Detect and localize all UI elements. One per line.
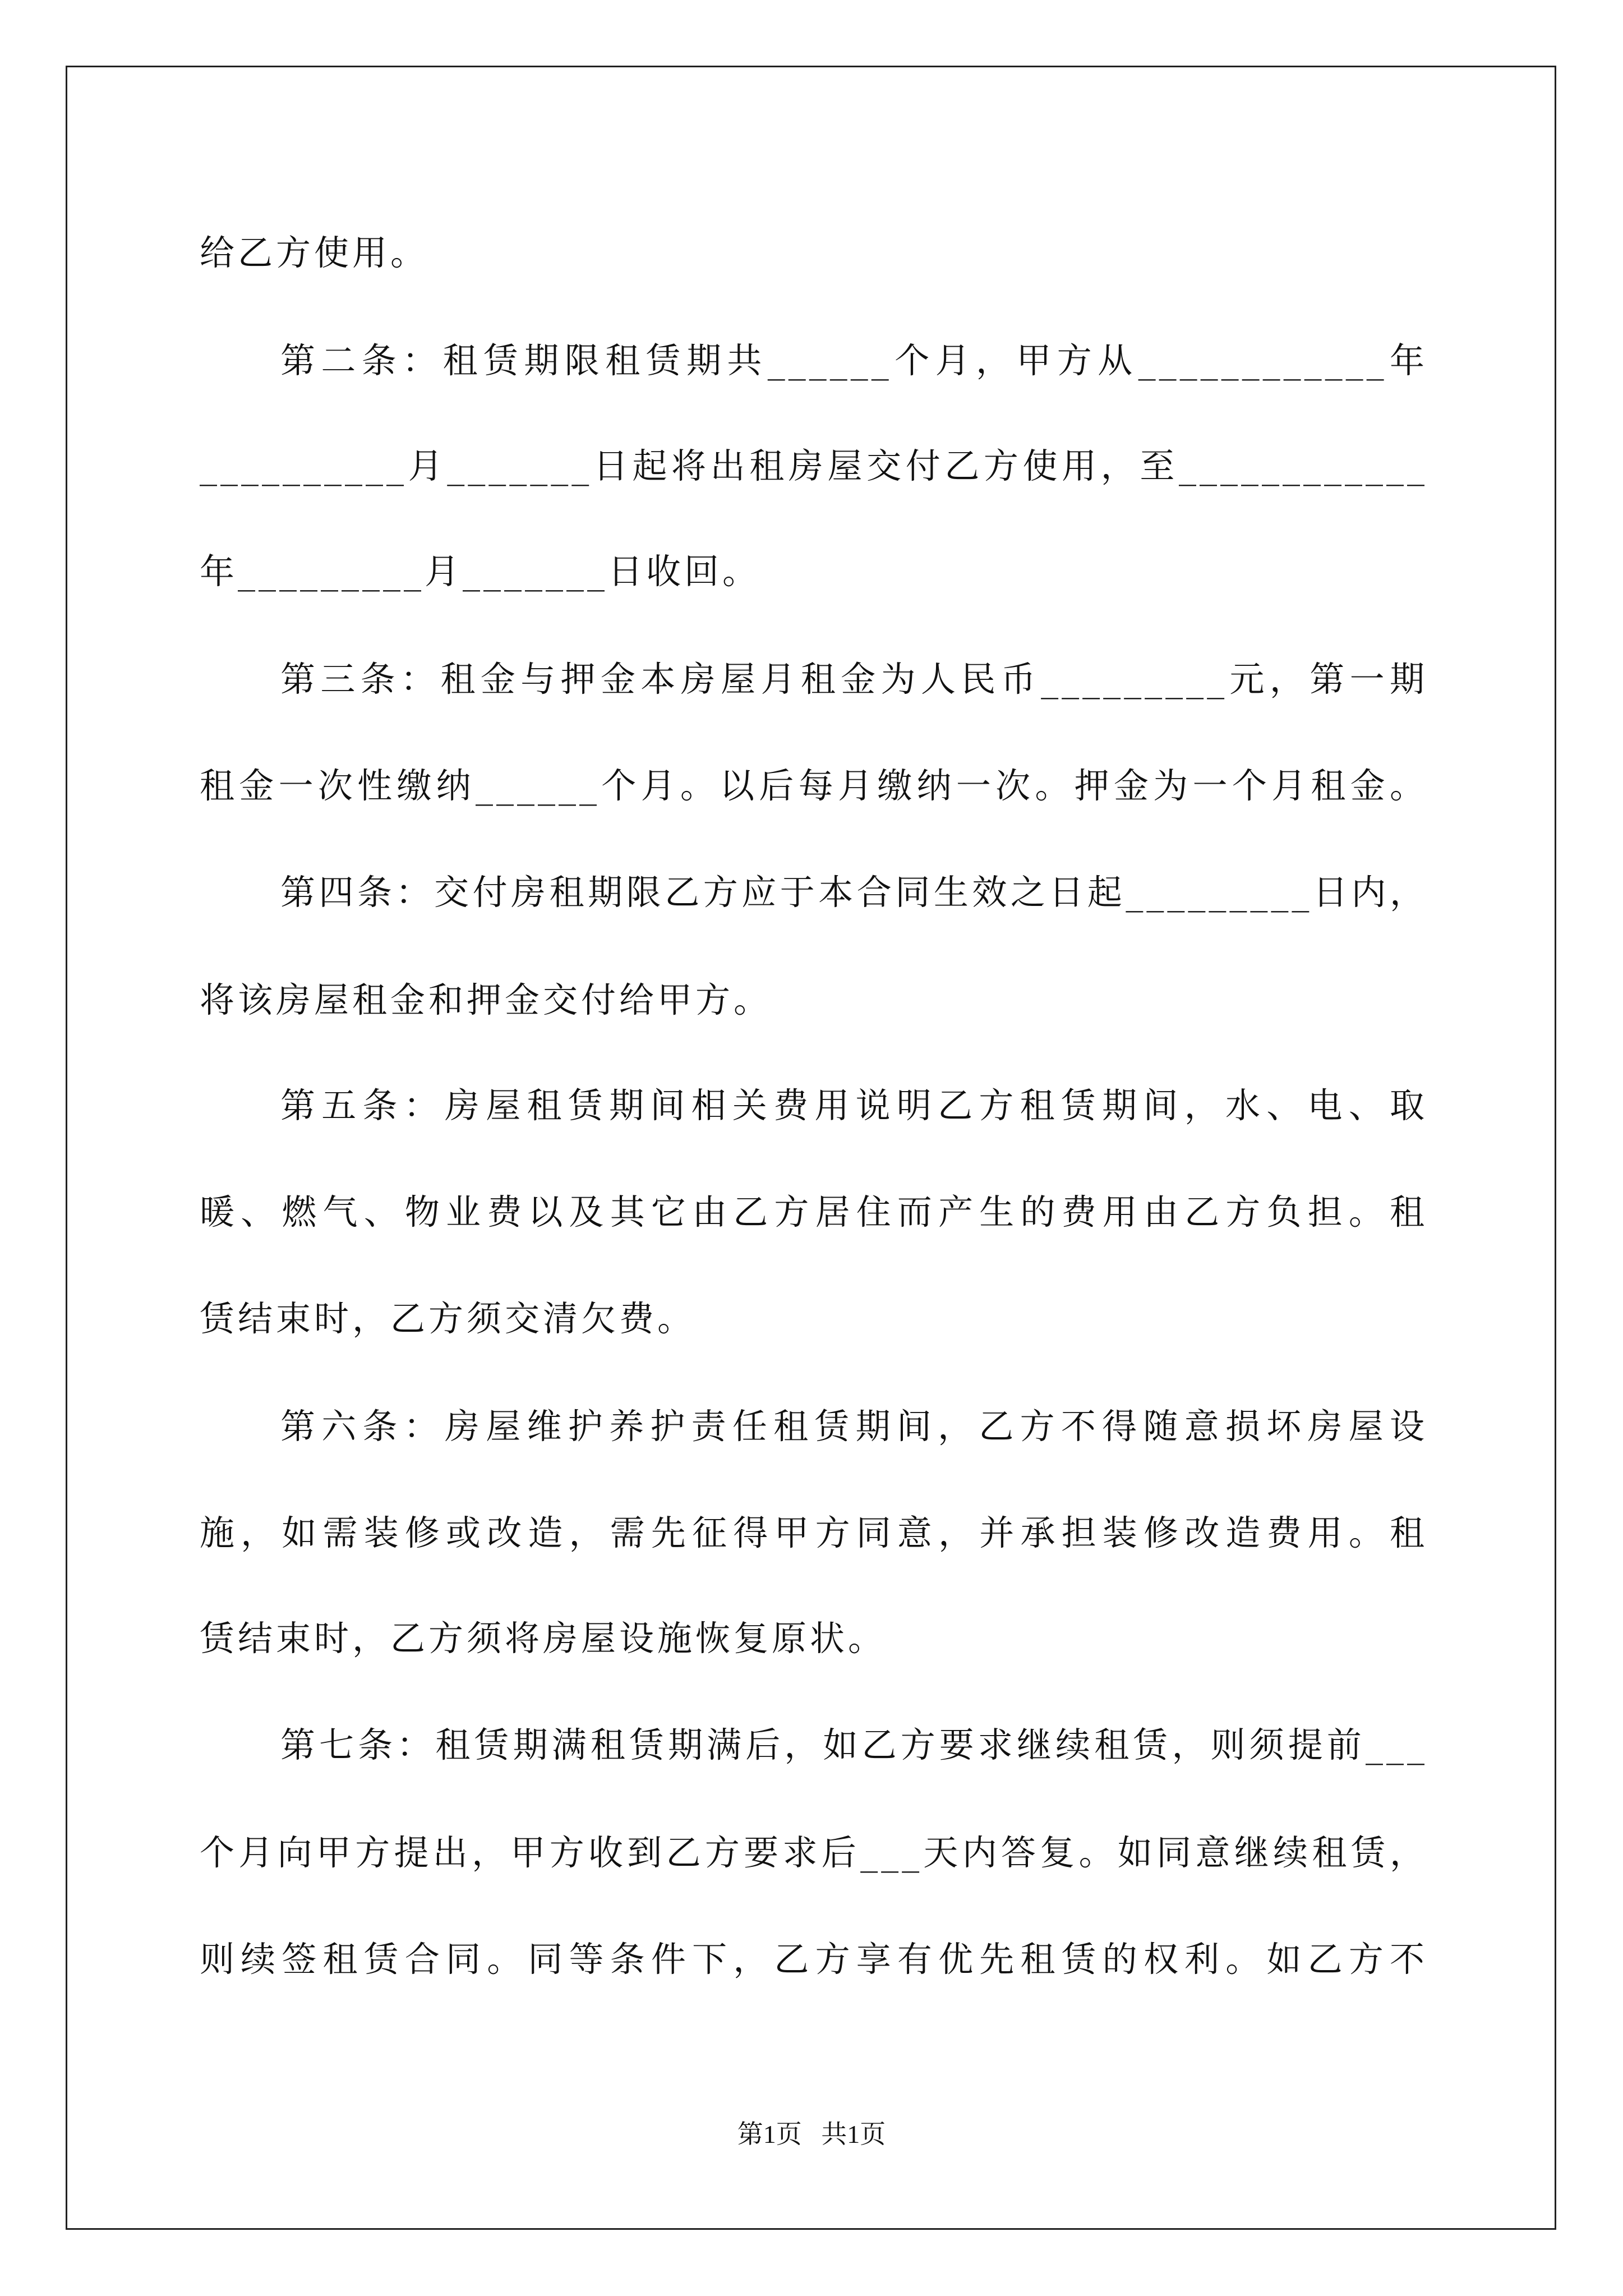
text-line-12: 第六条：房屋维护养护责任租赁期间，乙方不得随意损坏房屋设: [280, 1406, 1428, 1447]
page-border: [66, 66, 1556, 2230]
text-line-9: 第五条：房屋租赁期间相关费用说明乙方租赁期间，水、电、取: [280, 1085, 1428, 1126]
text-line-10: 暖、燃气、物业费以及其它由乙方居住而产生的费用由乙方负担。租: [200, 1191, 1428, 1232]
text-line-6: 租金一次性缴纳______个月。以后每月缴纳一次。押金为一个月租金。: [200, 765, 1428, 806]
text-line-11: 赁结束时，乙方须交清欠费。: [200, 1298, 696, 1339]
text-line-4: 年_________月_______日收回。: [200, 551, 761, 592]
page-footer: 第1页 共1页: [737, 2120, 886, 2148]
text-line-17: 则续签租赁合同。同等条件下，乙方享有优先租赁的权利。如乙方不: [200, 1939, 1428, 1980]
text-line-1: 给乙方使用。: [200, 232, 429, 273]
text-line-7: 第四条：交付房租期限乙方应于本合同生效之日起_________日内，: [280, 872, 1428, 913]
text-line-2: 第二条：租赁期限租赁期共______个月，甲方从____________年: [280, 340, 1428, 381]
text-line-13: 施，如需装修或改造，需先征得甲方同意，并承担装修改造费用。租: [200, 1512, 1428, 1553]
text-line-8: 将该房屋租金和押金交付给甲方。: [200, 979, 772, 1020]
text-line-3: __________月_______日起将出租房屋交付乙方使用，至____________: [200, 445, 1428, 486]
text-line-5: 第三条：租金与押金本房屋月租金为人民币_________元，第一期: [280, 659, 1428, 700]
text-line-15: 第七条：租赁期满租赁期满后，如乙方要求继续租赁，则须提前___: [280, 1724, 1428, 1765]
text-line-16: 个月向甲方提出，甲方收到乙方要求后___天内答复。如同意继续租赁，: [200, 1832, 1428, 1873]
text-line-14: 赁结束时，乙方须将房屋设施恢复原状。: [200, 1618, 887, 1659]
